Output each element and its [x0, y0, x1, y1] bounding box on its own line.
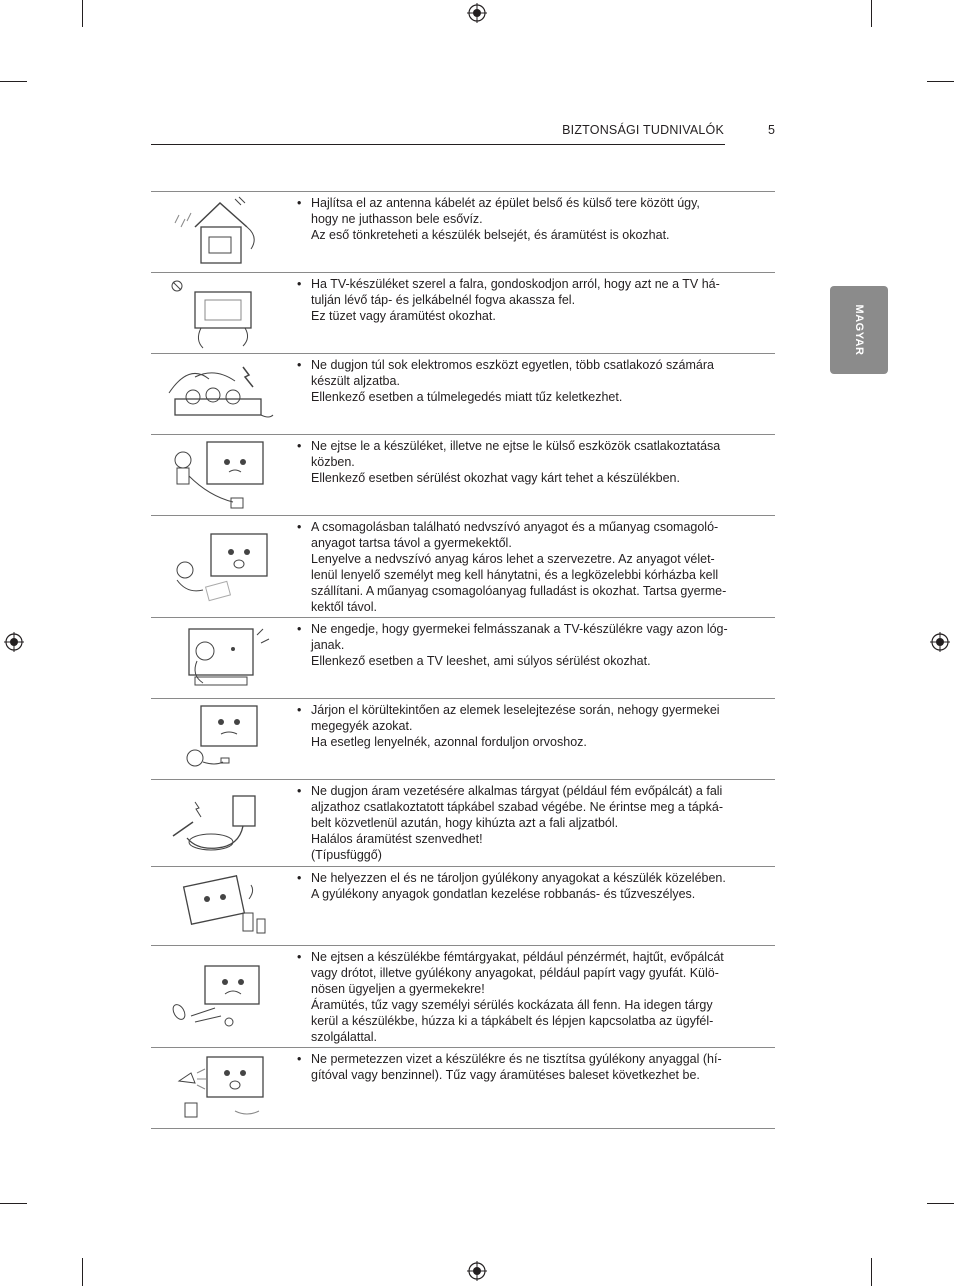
safety-text-line: Ne engedje, hogy gyermekei felmásszanak a TV-készülékre vagy azon lóg-	[311, 622, 728, 636]
safety-text-line: gítóval vagy benzinnel). Tűz vagy áramütéses baleset következhet be.	[311, 1068, 700, 1082]
safety-text-line: Ellenkező esetben a TV leeshet, ami súlyos sérülést okozhat.	[311, 654, 651, 668]
bullet: •	[297, 196, 302, 210]
safety-text-line: közben.	[311, 455, 355, 469]
safety-text	[289, 618, 775, 698]
bullet: •	[297, 622, 302, 636]
safety-text-line: Az eső tönkreteheti a készülék belsejét, és áramütést is okozhat.	[311, 228, 670, 242]
bullet: •	[297, 439, 302, 453]
safety-text-line: Ne ejtse le a készüléket, illetve ne ejtse le külső eszközök csatlakoztatása	[311, 439, 721, 453]
safety-text	[289, 516, 775, 617]
antenna-cable-house-icon	[151, 192, 289, 272]
safety-text-line: kektől távol.	[311, 600, 378, 614]
safety-text-line: Ne permetezzen vizet a készülékre és ne tisztítsa gyúlékony anyaggal (hí-	[311, 1052, 722, 1066]
safety-text-line: anyagot tartsa távol a gyermekektől.	[311, 536, 512, 550]
section-title: BIZTONSÁGI TUDNIVALÓK	[562, 123, 724, 137]
bullet: •	[297, 277, 302, 291]
safety-text-line: belt közvetlenül azután, hogy kihúzta azt a fali aljzatból.	[311, 816, 619, 830]
bullet: •	[297, 784, 302, 798]
safety-text	[289, 780, 775, 866]
safety-row	[151, 699, 775, 780]
crop-mark	[82, 0, 83, 27]
safety-text-line: Ne dugjon áram vezetésére alkalmas tárgyat (például fém evőpálcát) a fali	[311, 784, 723, 798]
safety-text-line: megegyék azokat.	[311, 719, 413, 733]
safety-text-line: Lenyelve a nedvszívó anyag káros lehet a szervezetre. Az anyagot vélet-	[311, 552, 715, 566]
safety-text-line: Ne dugjon túl sok elektromos eszközt egyetlen, több csatlakozó számára	[311, 358, 714, 372]
safety-text-line: Ne helyezzen el és ne tároljon gyúlékony anyagokat a készülék közelében.	[311, 871, 726, 885]
safety-text-line: készült aljzatba.	[311, 374, 400, 388]
page-number: 5	[768, 123, 775, 137]
safety-text-line: (Típusfüggő)	[311, 848, 382, 862]
safety-text-line: Áramütés, tűz vagy személyi sérülés kockázata áll fenn. Ha idegen tárgy	[311, 998, 713, 1012]
flammable-materials-icon	[151, 867, 289, 945]
bullet: •	[297, 520, 302, 534]
safety-text	[289, 354, 775, 434]
registration-mark-icon	[467, 1261, 487, 1281]
registration-mark-icon	[467, 3, 487, 23]
safety-text-line: nösen ügyeljen a gyermekekre!	[311, 982, 485, 996]
safety-text-line: A csomagolásban található nedvszívó anyagot és a műanyag csomagoló-	[311, 520, 719, 534]
safety-text-line: tulján lévő táp- és jelkábelnél fogva akassza fel.	[311, 293, 576, 307]
safety-text-line: lenül lenyelő személyt meg kell hánytatni, és a legközelebbi kórházba kell	[311, 568, 719, 582]
safety-text	[289, 273, 775, 353]
bullet: •	[297, 703, 302, 717]
safety-text	[289, 435, 775, 515]
safety-text-line: A gyúlékony anyagok gondatlan kezelése robbanás- és tűzveszélyes.	[311, 887, 696, 901]
safety-table	[151, 191, 775, 1129]
crop-mark	[82, 1258, 83, 1286]
safety-row	[151, 618, 775, 699]
crop-mark	[0, 81, 27, 82]
water-spray-cleaning-icon	[151, 1048, 289, 1128]
crop-mark	[927, 1203, 954, 1204]
wall-mounted-tv-cables-icon	[151, 273, 289, 353]
child-packaging-icon	[151, 516, 289, 617]
bullet: •	[297, 358, 302, 372]
registration-mark-icon	[4, 632, 24, 652]
safety-row	[151, 946, 775, 1048]
safety-text-line: Ne ejtsen a készülékbe fémtárgyakat, például pénzérmét, hajtűt, evőpálcát	[311, 950, 724, 964]
language-tab-label: MAGYAR	[853, 304, 865, 356]
safety-row	[151, 354, 775, 435]
safety-row	[151, 780, 775, 867]
child-swallowing-battery-icon	[151, 699, 289, 779]
safety-text-line: Hajlítsa el az antenna kábelét az épület belső és külső tere között úgy,	[311, 196, 700, 210]
safety-text	[289, 946, 775, 1047]
bullet: •	[297, 950, 302, 964]
crop-mark	[927, 81, 954, 82]
overloaded-power-strip-icon	[151, 354, 289, 434]
safety-row	[151, 1048, 775, 1129]
safety-text-line: Ha esetleg lenyelnék, azonnal forduljon orvoshoz.	[311, 735, 587, 749]
safety-row	[151, 435, 775, 516]
bullet: •	[297, 1052, 302, 1066]
safety-text-line: Halálos áramütést szenvedhet!	[311, 832, 483, 846]
crop-mark	[871, 1258, 872, 1286]
safety-text-line: Ez tüzet vagy áramütést okozhat.	[311, 309, 496, 323]
safety-text	[289, 699, 775, 779]
safety-row	[151, 516, 775, 618]
safety-text	[289, 867, 775, 945]
crop-mark	[871, 0, 872, 27]
safety-row	[151, 273, 775, 354]
child-pulling-cable-icon	[151, 435, 289, 515]
safety-text-line: vagy drótot, illetve gyúlékony anyagokat, például papírt vagy gyufát. Külö-	[311, 966, 719, 980]
safety-row	[151, 192, 775, 273]
safety-text-line: aljzathoz csatlakoztatott tápkábel szabad végébe. Ne érintse meg a tápká-	[311, 800, 724, 814]
registration-mark-icon	[930, 632, 950, 652]
metal-objects-insertion-icon	[151, 946, 289, 1047]
safety-text	[289, 192, 775, 272]
safety-text-line: Ellenkező esetben sérülést okozhat vagy kárt tehet a készülékben.	[311, 471, 680, 485]
metal-chopstick-power-plug-icon	[151, 780, 289, 866]
header-rule	[151, 144, 725, 145]
safety-text-line: Ellenkező esetben a túlmelegedés miatt tűz keletkezhet.	[311, 390, 623, 404]
safety-text-line: janak.	[311, 638, 345, 652]
child-climbing-tv-icon	[151, 618, 289, 698]
safety-row	[151, 867, 775, 946]
language-tab	[830, 286, 888, 374]
safety-text-line: szolgálattal.	[311, 1030, 378, 1044]
safety-text-line: hogy ne juthasson bele esővíz.	[311, 212, 483, 226]
safety-text-line: Járjon el körültekintően az elemek leselejtezése során, nehogy gyermekei	[311, 703, 720, 717]
crop-mark	[0, 1203, 27, 1204]
safety-text-line: szállítani. A műanyag csomagolóanyag fulladást is okozhat. Tartsa gyerme-	[311, 584, 727, 598]
safety-text-line: kerül a készülékbe, húzza ki a tápkábelt és lépjen kapcsolatba az ügyfél-	[311, 1014, 714, 1028]
bullet: •	[297, 871, 302, 885]
safety-text	[289, 1048, 775, 1128]
safety-text-line: Ha TV-készüléket szerel a falra, gondoskodjon arról, hogy azt ne a TV há-	[311, 277, 720, 291]
